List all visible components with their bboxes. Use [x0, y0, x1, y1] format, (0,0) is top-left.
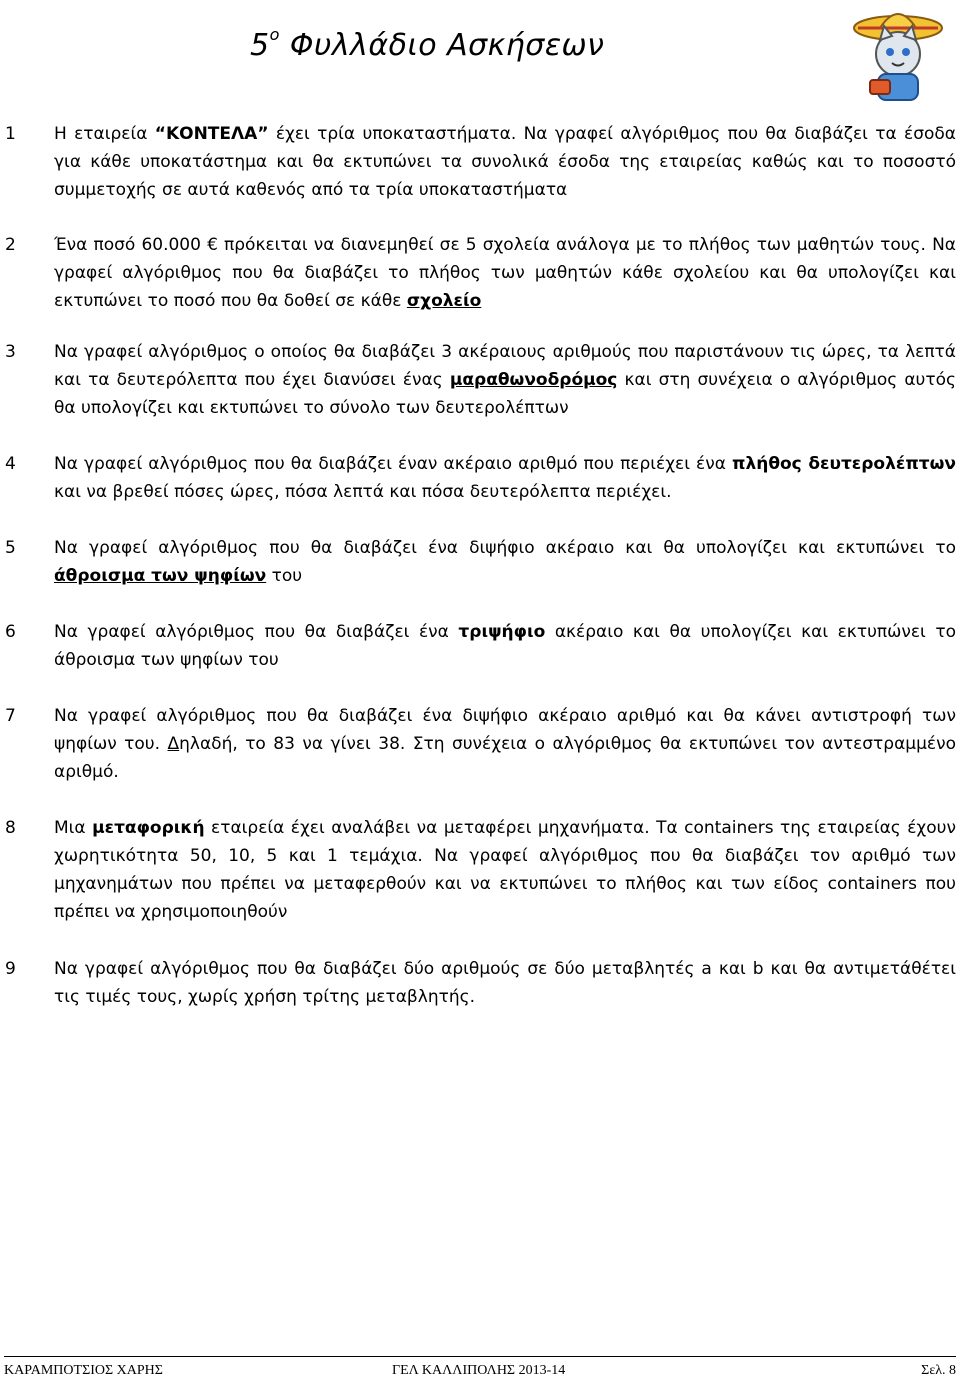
exercise-number: 2: [5, 235, 16, 255]
exercise-text: Να γραφεί αλγόριθμος που θα διαβάζει ένα διψήφιο ακέραιο και θα υπολογίζει και εκτυπώνει το άθροισμα των ψηφίων του: [54, 538, 956, 586]
exercise-number: 1: [5, 124, 16, 144]
exercise-text: Να γραφεί αλγόριθμος που θα διαβάζει έναν ακέραιο αριθμό που περιέχει ένα πλήθος δευτερολέπτων και να βρεθεί πόσες ώρες, πόσα λεπτά και πόσα δευτερόλεπτα περιέχει.: [54, 454, 956, 502]
exercise-text: Ένα ποσό 60.000 € πρόκειται να διανεμηθεί σε 5 σχολεία ανάλογα με το πλήθος των μαθητών τους. Να γραφεί αλγόριθμος που θα διαβάζει το πλήθος των μαθητών κάθε σχολείου και θα υπολογίζει και εκτυπώνει το ποσό που θα δοθεί σε κάθε σχολείο: [54, 235, 956, 311]
footer-page-number: Σελ. 8: [921, 1363, 956, 1378]
exercise-text: Να γραφεί αλγόριθμος ο οποίος θα διαβάζει 3 ακέραιους αριθμούς που παριστάνουν τις ώρες, τα λεπτά και τα δευτερόλεπτα που έχει διανύσει ένας μαραθωνοδρόμος και στη συνέχεια ο αλγόριθμος αυτός θα υπολογίζει και εκτυπώνει το σύνολο των δευτερολέπτων: [54, 342, 956, 418]
sombrero-cat-mascot-icon: [848, 6, 948, 106]
exercise-text: Να γραφεί αλγόριθμος που θα διαβάζει ένα διψήφιο ακέραιο αριθμό και θα κάνει αντιστροφή των ψηφίων του. Δηλαδή, το 83 να γίνει 38. Στη συνέχεια ο αλγόριθμος θα εκτυπώνει τον αντεστραμμένο αριθμό.: [54, 706, 956, 782]
page-title: [250, 25, 605, 63]
exercise-number: 8: [5, 818, 16, 838]
exercise-text: Να γραφεί αλγόριθμος που θα διαβάζει ένα τριψήφιο ακέραιο και θα υπολογίζει και εκτυπώνει το άθροισμα των ψηφίων του: [54, 622, 956, 670]
exercise-number: 6: [5, 622, 16, 642]
exercise-number: 4: [5, 454, 16, 474]
footer-author: ΚΑΡΑΜΠΟΤΣΙΟΣ ΧΑΡΗΣ: [4, 1363, 163, 1378]
title-text: Φυλλάδιο Ασκήσεων: [279, 28, 605, 63]
exercise-text: Να γραφεί αλγόριθμος που θα διαβάζει δύο αριθμούς σε δύο μεταβλητές a και b και θα αντιμετάθέτει τις τιμές τους, χωρίς χρήση τρίτης μεταβλητής.: [54, 959, 956, 1007]
title-number: 5: [250, 28, 270, 63]
footer-school: ΓΕΛ ΚΑΛΛΙΠΟΛΗΣ 2013-14: [392, 1363, 566, 1378]
title-superscript: ο: [269, 25, 280, 44]
exercise-number: 3: [5, 342, 16, 362]
page-footer: [4, 1356, 956, 1379]
exercise-number: 9: [5, 959, 16, 979]
exercise-text: Η εταιρεία “ΚΟΝΤΕΛΑ” έχει τρία υποκαταστήματα. Να γραφεί αλγόριθμος που θα διαβάζει τα έσοδα για κάθε υποκατάστημα και θα εκτυπώνει τα συνολικά έσοδα της εταιρείας καθώς και το ποσοστό συμμετοχής σε αυτά καθενός από τα τρία υποκαταστήματα: [54, 124, 956, 200]
exercise-text: Μια μεταφορική εταιρεία έχει αναλάβει να μεταφέρει μηχανήματα. Τα containers της εταιρείας έχουν χωρητικότητα 50, 10, 5 και 1 τεμάχια. Να γραφεί αλγόριθμος που θα διαβάζει τον αριθμό των μηχανημάτων που πρέπει να μεταφερθούν και να εκτυπώνει το πλήθος και των είδος containers που πρέπει να χρησιμοποιηθούν: [54, 818, 956, 922]
exercise-number: 7: [5, 706, 16, 726]
exercise-number: 5: [5, 538, 16, 558]
